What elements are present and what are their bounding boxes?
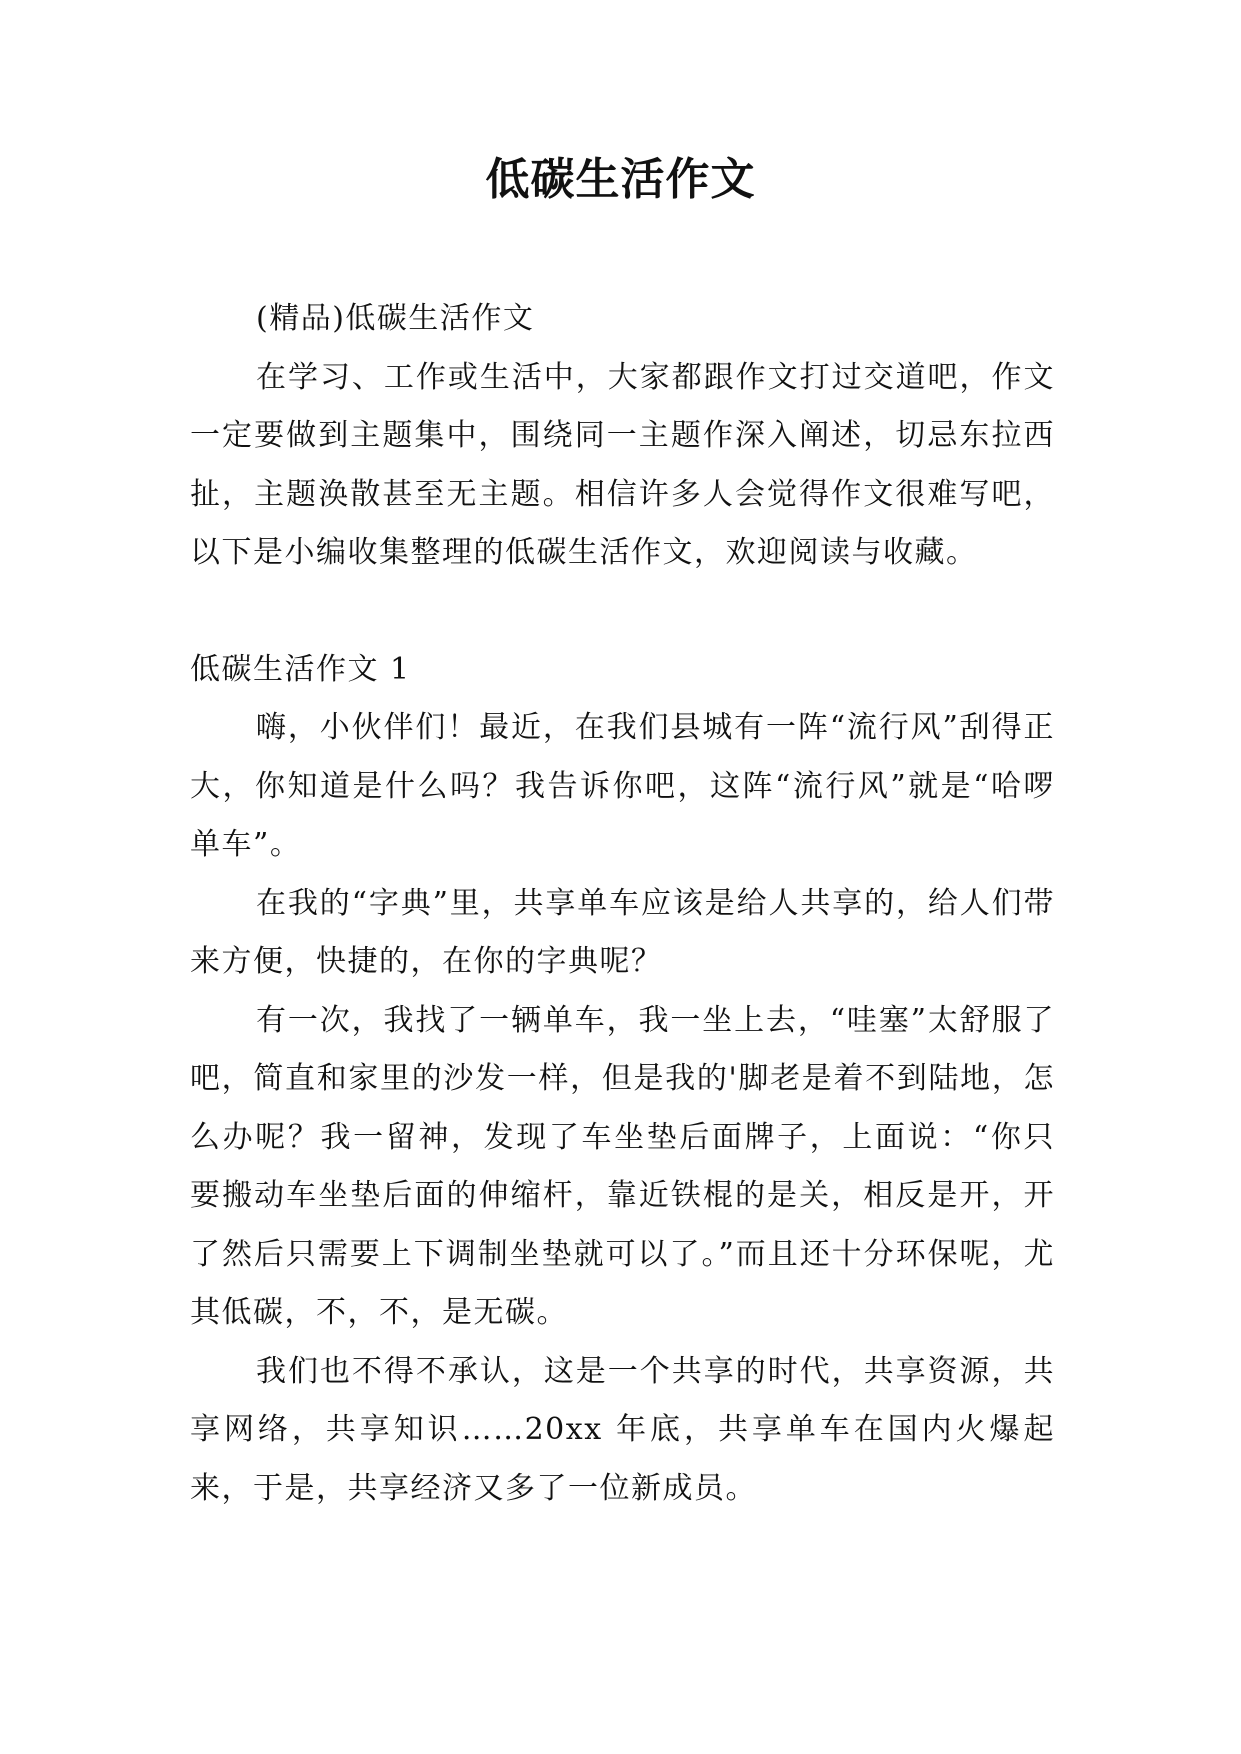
section-heading: 低碳生活作文 1 [190,651,411,687]
body-paragraph: 在我的“字典”里，共享单车应该是给人共享的，给人们带来方便，快捷的，在你的字典呢？ [190,885,1055,979]
document-subtitle: (精品)低碳生活作文 [256,301,535,336]
body-paragraph: 有一次，我找了一辆单车，我一坐上去，“哇塞”太舒服了吧，简直和家里的沙发一样，但是我的'脚老是着不到陆地，怎么办呢？我一留神，发现了车坐垫后面牌子，上面说：“你只要搬动车坐垫后面的伸缩杆，靠近铁棍的是关，相反是开，开了然后只需要上下调制坐垫就可以了。”而且还十分环保呢，尤其低碳，不，不，是无碳。 [190,1002,1055,1330]
document-title: 低碳生活作文 [485,154,756,205]
document-body [190,290,1055,1518]
intro-paragraph: 在学习、工作或生活中，大家都跟作文打过交道吧，作文一定要做到主题集中，围绕同一主题作深入阐述，切忌东拉西扯，主题涣散甚至无主题。相信许多人会觉得作文很难写吧，以下是小编收集整理的低碳生活作文，欢迎阅读与收藏。 [190,359,1055,570]
body-paragraph: 嗨，小伙伴们！最近，在我们县城有一阵“流行风”刮得正大，你知道是什么吗？我告诉你吧，这阵“流行风”就是“哈啰单车”。 [190,710,1055,862]
body-paragraph: 我们也不得不承认，这是一个共享的时代，共享资源，共享网络，共享知识……20xx 年底，共享单车在国内火爆起来，于是，共享经济又多了一位新成员。 [190,1353,1055,1506]
section-spacer [190,583,1055,641]
